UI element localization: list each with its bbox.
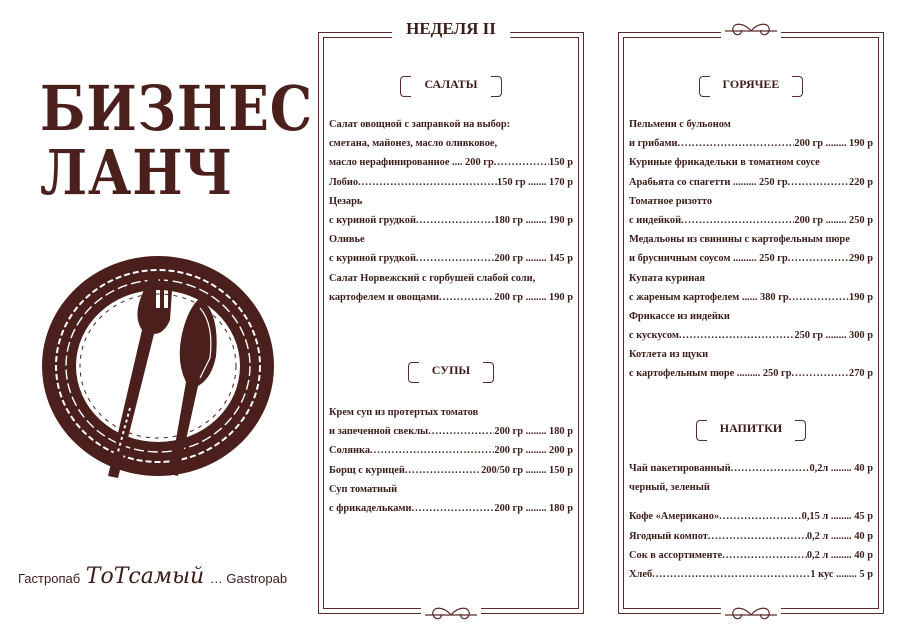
title-line-1: БИЗНЕС [40,72,314,145]
menu-item [629,173,873,192]
ornament-icon [421,603,481,625]
menu-item [629,269,873,288]
ornament-icon [721,603,781,625]
hot-list [629,115,873,384]
menu-item-name: Фрикассе из индейки [629,310,730,322]
menu-item-name: Хлеб [629,568,653,580]
menu-item-name: с куриной грудкой [329,214,416,226]
menu-item-name: с куриной грудкой [329,253,416,265]
soups-list [329,403,573,518]
ornament-icon [721,21,781,43]
menu-item-name: Пельмени с бульоном [629,119,731,130]
menu-item-name: Чай пакетированный [629,463,731,474]
menu-item-name: с жареным картофелем ...... 380 гр [629,291,789,303]
menu-item-price: 200 гр ........ 190 р [494,291,573,303]
salads-heading: САЛАТЫ [319,73,583,94]
menu-item [629,134,873,153]
menu-item-name: Кофе «Американо» [629,511,720,523]
cover [0,0,314,638]
brand-suffix: … Gastropab [209,571,288,586]
menu-item [629,115,873,134]
menu-item-price: 200 гр ........ 145 р [494,253,573,265]
menu-item [329,192,573,211]
menu-item-price: 1 кус ........ 5 р [810,568,873,580]
week-title: НЕДЕЛЯ II [392,19,510,39]
menu-item-name: Салат Норвежский с горбушей слабой соли, [329,272,536,284]
menu-item [329,173,573,192]
menu-item-price: 290 р [849,253,873,265]
menu-item [629,507,873,526]
menu-item [329,441,573,460]
menu-item-price: 0,2 л ........ 40 р [806,530,873,542]
menu-item [629,153,873,172]
menu-panel-right [618,32,884,614]
menu-item [329,230,573,249]
menu-item [629,249,873,268]
menu-panel-left [318,19,584,614]
menu-item [629,288,873,307]
drinks-heading: НАПИТКИ [619,417,883,438]
menu-item-name: масло нерафинированное .... 200 гр [329,157,494,169]
menu-item [629,230,873,249]
menu-item-name: Крем суп из протертых томатов [329,407,479,418]
menu-item-price: 200 гр ........ 190 р [794,138,873,150]
menu-item [629,326,873,345]
menu-item [629,211,873,230]
menu-item-name: Суп томатный [329,483,398,495]
title-line-2: ЛАНЧ [40,136,234,209]
menu-item-name: и брусничным соусом ......... 250 гр [629,253,788,265]
menu-item-price: 200 гр ........ 180 р [494,502,573,514]
hot-heading: ГОРЯЧЕЕ [619,73,883,94]
menu-item-price: 250 гр ........ 300 р [794,330,873,342]
menu-item [629,565,873,584]
menu-item-name: картофелем и овощами [329,291,440,303]
menu-item-price: 270 р [849,368,873,380]
menu-item-price: 220 р [849,176,873,188]
menu-item-name: Котлета из щуки [629,349,709,361]
menu-item [629,459,873,478]
menu-item [329,499,573,518]
brand-name: ТоТсамый [85,564,205,589]
menu-item-price: 0,2л ........ 40 р [809,463,873,474]
menu-item-price: 200/50 гр ........ 150 р [481,464,573,476]
menu-item-price: 200 гр ........ 250 р [794,214,873,226]
menu-item [329,422,573,441]
menu-item-name: Арабьята со спагетти ......... 250 гр [629,176,788,188]
menu-item-name: Ягодный компот [629,530,708,542]
menu-item-price: 150 р [549,157,573,169]
menu-item [329,153,573,172]
menu-item-name: Куриные фрикадельки в томатном соусе [629,157,820,169]
plate-cutlery-illustration [30,238,280,498]
menu-item-name: Цезарь [329,195,363,207]
menu-item [329,461,573,480]
brand-prefix: Гастропаб [18,571,81,586]
menu-item [329,211,573,230]
menu-item-name: Борщ с курицей [329,464,405,476]
menu-item-name: с картофельным пюре ......... 250 гр [629,368,792,380]
salads-list [329,115,573,307]
menu-item-price: 180 гр ........ 190 р [494,214,573,226]
menu-item [329,480,573,499]
menu-item-name: с кускусом [629,330,679,342]
menu-item-name: Лобио [329,176,359,188]
menu-item [329,134,573,153]
menu-item-name: и запеченной свеклы [329,426,429,438]
menu-item [629,307,873,326]
menu-item [629,364,873,383]
menu-item-name: Салат овощной с заправкой на выбор: [329,119,511,130]
menu-item-price: 200 гр ........ 200 р [494,445,573,457]
menu-item-price: 150 гр ....... 170 р [496,176,573,188]
menu-item [629,192,873,211]
menu-item-name: черный, зеленый [629,482,710,494]
menu-item [329,249,573,268]
menu-item [629,478,873,497]
brand-footer [18,564,287,589]
menu-item-name: Купата куриная [629,272,706,284]
menu-item-name: Сок в ассортименте [629,549,723,561]
menu-item-name: сметана, майонез, масло оливковое, [329,138,498,150]
menu-item-name: Медальоны из свинины с картофельным пюре [629,234,850,246]
menu-item-name: с фрикадельками [329,502,412,514]
menu-item [629,546,873,565]
menu-item [329,403,573,422]
menu-item-name: Томатное ризотто [629,195,713,207]
menu-item [329,115,573,134]
menu-item-price: 200 гр ........ 180 р [494,426,573,438]
menu-item [629,345,873,364]
soups-heading: СУПЫ [319,359,583,380]
menu-item-name: Солянка [329,445,371,457]
menu-item [629,527,873,546]
drinks-list [629,459,873,584]
menu-item-price: 0,15 л ........ 45 р [801,511,873,523]
menu-item-price: 190 р [849,291,873,303]
menu-item [329,269,573,288]
menu-item-name: с индейкой [629,214,682,226]
menu-item-price: 0,2 л ........ 40 р [806,549,873,561]
menu-item [329,288,573,307]
menu-item-name: и грибами [629,138,678,150]
menu-item-name: Оливье [329,234,365,246]
